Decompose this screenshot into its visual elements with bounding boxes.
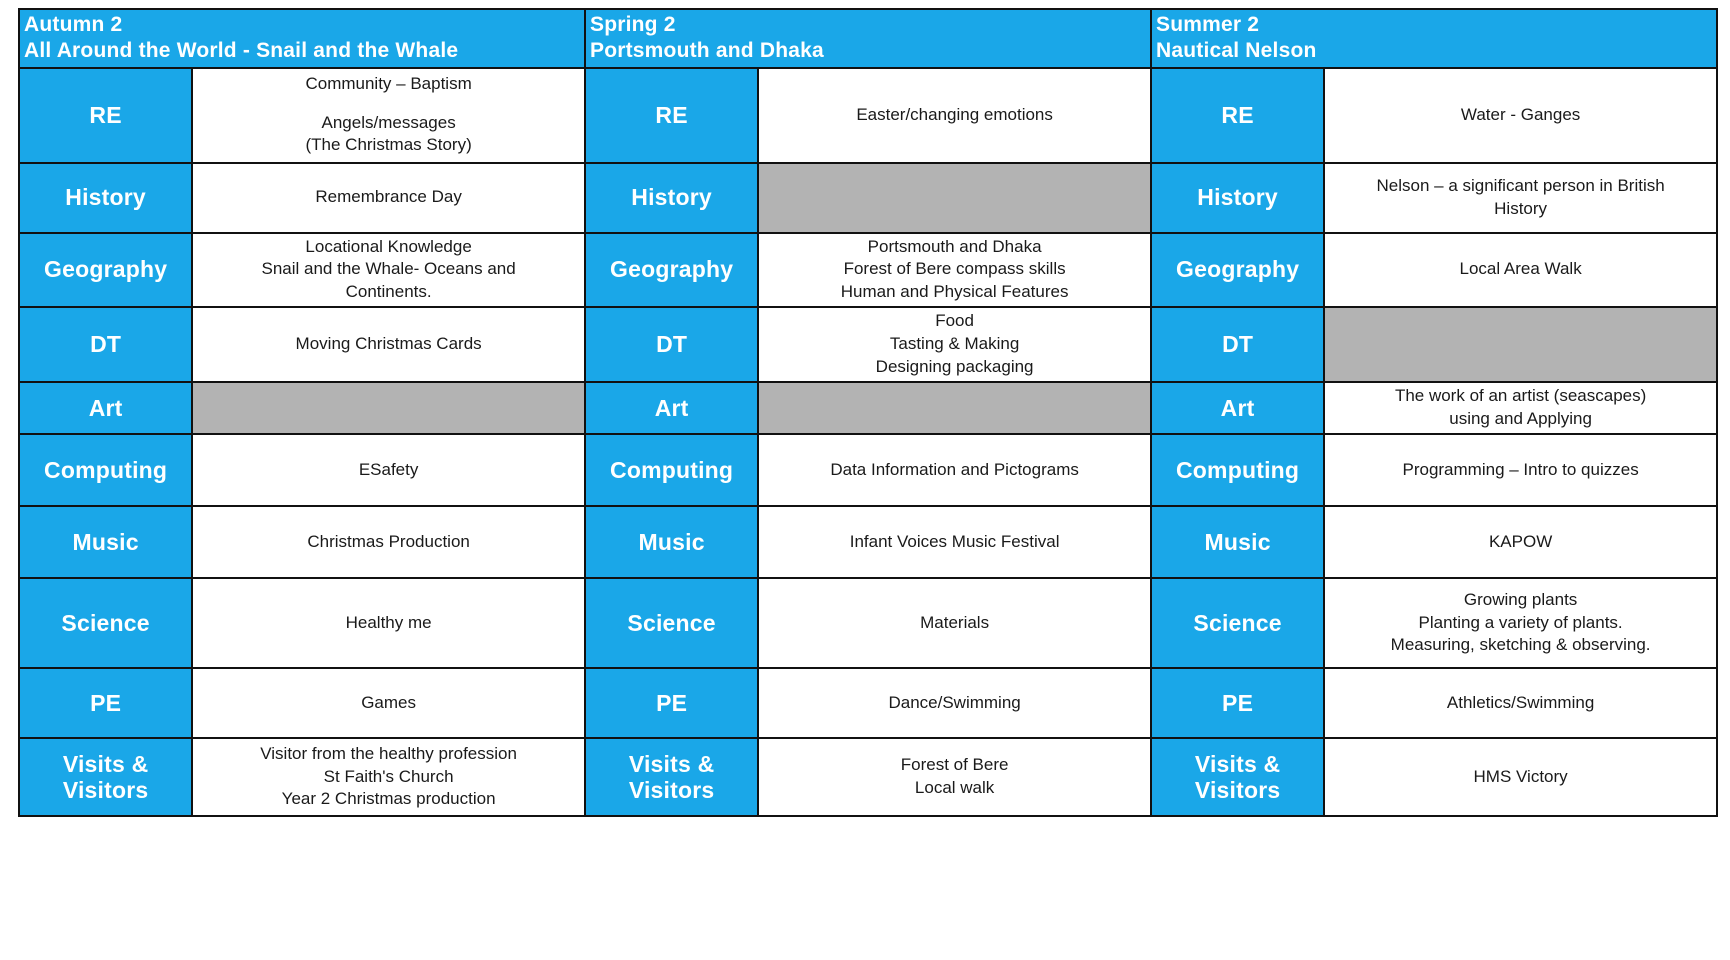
cell-autumn-art — [192, 382, 585, 434]
cell-line: Local Area Walk — [1459, 259, 1582, 279]
subject-label-line: Visitors — [62, 777, 149, 803]
cell-line: Materials — [920, 612, 990, 632]
subject-label-line: Visitors — [628, 777, 715, 803]
subject-label-pe-autumn: PE — [19, 668, 192, 738]
cell-autumn-history — [192, 163, 585, 233]
cell-summer-music — [1324, 506, 1717, 578]
cell-autumn-re — [192, 68, 585, 163]
cell-line: Planting a variety of plants. — [1418, 612, 1623, 632]
subject-label-line: Visits & — [1194, 750, 1281, 777]
table-row — [19, 163, 1717, 233]
table-row — [19, 668, 1717, 738]
cell-line-spacer — [197, 96, 580, 112]
subject-label-pe-summer: PE — [1151, 668, 1324, 738]
cell-line: Snail and the Whale- Oceans and — [261, 259, 516, 279]
subject-label-geography-spring: Geography — [585, 233, 758, 308]
cell-line: Programming – Intro to quizzes — [1402, 459, 1639, 479]
cell-line: Community – Baptism — [305, 73, 472, 93]
cell-line: Nelson – a significant person in British — [1376, 175, 1665, 195]
subject-label-dt-summer: DT — [1151, 307, 1324, 382]
cell-line: Water - Ganges — [1460, 104, 1581, 124]
cell-spring-science — [758, 578, 1151, 668]
subject-label-history-spring: History — [585, 163, 758, 233]
subject-label-line: Visitors — [1194, 777, 1281, 803]
cell-line: using and Applying — [1449, 409, 1592, 429]
cell-spring-visits-visitors — [758, 738, 1151, 816]
cell-line: KAPOW — [1488, 531, 1553, 551]
subject-label-visits-visitors-spring — [585, 738, 758, 816]
cell-line: Local walk — [914, 778, 995, 797]
cell-line: Easter/changing emotions — [856, 104, 1053, 124]
cell-line: Human and Physical Features — [840, 282, 1069, 302]
cell-line: Infant Voices Music Festival — [849, 531, 1060, 551]
cell-line: Growing plants — [1463, 589, 1578, 609]
cell-line: Year 2 Christmas production — [281, 789, 496, 809]
cell-spring-art — [758, 382, 1151, 434]
subject-label-line: Visits & — [628, 750, 715, 777]
table-row — [19, 506, 1717, 578]
cell-spring-dt — [758, 307, 1151, 382]
cell-line: Food — [935, 311, 974, 331]
cell-spring-computing — [758, 434, 1151, 506]
cell-autumn-computing — [192, 434, 585, 506]
cell-autumn-geography — [192, 233, 585, 308]
cell-line: ESafety — [358, 459, 419, 479]
cell-line: Athletics/Swimming — [1446, 692, 1595, 712]
cell-summer-computing — [1324, 434, 1717, 506]
table-row — [19, 382, 1717, 434]
subject-label-music-spring: Music — [585, 506, 758, 578]
cell-summer-science — [1324, 578, 1717, 668]
cell-autumn-pe — [192, 668, 585, 738]
subject-label-history-autumn: History — [19, 163, 192, 233]
subject-label-art-autumn: Art — [19, 382, 192, 434]
subject-label-science-spring: Science — [585, 578, 758, 668]
cell-spring-geography — [758, 233, 1151, 308]
cell-line: Games — [361, 692, 416, 712]
term-topic-summer: Nautical Nelson — [1155, 39, 1317, 63]
term-header-summer — [1151, 9, 1717, 68]
cell-line: (The Christmas Story) — [305, 135, 472, 155]
table-row — [19, 578, 1717, 668]
term-label-spring: Spring 2 — [590, 13, 676, 36]
cell-summer-pe — [1324, 668, 1717, 738]
term-topic-spring: Portsmouth and Dhaka — [590, 39, 824, 63]
cell-summer-geography — [1324, 233, 1717, 308]
term-label-summer: Summer 2 — [1155, 13, 1260, 36]
subject-label-music-summer: Music — [1151, 506, 1324, 578]
cell-line: Data Information and Pictograms — [830, 459, 1079, 479]
cell-line: Moving Christmas Cards — [295, 334, 482, 354]
table-row — [19, 68, 1717, 163]
table-body — [19, 9, 1717, 816]
subject-label-visits-visitors-autumn — [19, 738, 192, 816]
term-topic-autumn: All Around the World - Snail and the Whale — [24, 39, 459, 63]
cell-line: HMS Victory — [1473, 766, 1568, 786]
subject-label-dt-spring: DT — [585, 307, 758, 382]
curriculum-table — [18, 8, 1718, 817]
table-row — [19, 307, 1717, 382]
subject-label-history-summer: History — [1151, 163, 1324, 233]
cell-summer-dt — [1324, 307, 1717, 382]
cell-autumn-science — [192, 578, 585, 668]
subject-label-visits-visitors-summer — [1151, 738, 1324, 816]
cell-summer-re — [1324, 68, 1717, 163]
subject-label-music-autumn: Music — [19, 506, 192, 578]
term-label-autumn: Autumn 2 — [24, 13, 123, 36]
term-header-autumn — [19, 9, 585, 68]
subject-label-line: Visits & — [62, 750, 149, 777]
cell-spring-re — [758, 68, 1151, 163]
cell-line: Continents. — [345, 282, 432, 302]
cell-line: Dance/Swimming — [888, 692, 1021, 712]
subject-label-dt-autumn: DT — [19, 307, 192, 382]
cell-line: Locational Knowledge — [305, 236, 472, 256]
subject-label-computing-summer: Computing — [1151, 434, 1324, 506]
table-row — [19, 434, 1717, 506]
cell-line: Visitor from the healthy profession — [260, 743, 517, 763]
cell-summer-visits-visitors — [1324, 738, 1717, 816]
cell-spring-pe — [758, 668, 1151, 738]
cell-line: Tasting & Making — [889, 334, 1020, 354]
table-header-row — [19, 9, 1717, 68]
cell-line: Christmas Production — [307, 531, 470, 551]
cell-autumn-dt — [192, 307, 585, 382]
subject-label-art-summer: Art — [1151, 382, 1324, 434]
subject-label-science-summer: Science — [1151, 578, 1324, 668]
cell-line: The work of an artist (seascapes) — [1394, 386, 1647, 406]
term-header-spring — [585, 9, 1151, 68]
cell-line: St Faith's Church — [323, 766, 454, 786]
cell-line: Portsmouth and Dhaka — [867, 236, 1042, 256]
cell-line: Forest of Bere compass skills — [843, 259, 1066, 279]
subject-label-re-spring: RE — [585, 68, 758, 163]
subject-label-pe-spring: PE — [585, 668, 758, 738]
cell-line: Designing packaging — [875, 357, 1034, 377]
subject-label-science-autumn: Science — [19, 578, 192, 668]
subject-label-geography-autumn: Geography — [19, 233, 192, 308]
subject-label-re-autumn: RE — [19, 68, 192, 163]
cell-spring-music — [758, 506, 1151, 578]
cell-line: History — [1494, 198, 1548, 218]
cell-spring-history — [758, 163, 1151, 233]
cell-line: Healthy me — [345, 612, 432, 632]
cell-line: Measuring, sketching & observing. — [1390, 635, 1651, 655]
table-row — [19, 738, 1717, 816]
cell-autumn-music — [192, 506, 585, 578]
subject-label-computing-spring: Computing — [585, 434, 758, 506]
subject-label-art-spring: Art — [585, 382, 758, 434]
subject-label-geography-summer: Geography — [1151, 233, 1324, 308]
table-row — [19, 233, 1717, 308]
cell-line: Forest of Bere — [900, 755, 1009, 775]
cell-line: Remembrance Day — [315, 187, 462, 207]
cell-autumn-visits-visitors — [192, 738, 585, 816]
subject-label-re-summer: RE — [1151, 68, 1324, 163]
cell-summer-history — [1324, 163, 1717, 233]
subject-label-computing-autumn: Computing — [19, 434, 192, 506]
cell-line: Angels/messages — [321, 112, 456, 132]
cell-summer-art — [1324, 382, 1717, 434]
